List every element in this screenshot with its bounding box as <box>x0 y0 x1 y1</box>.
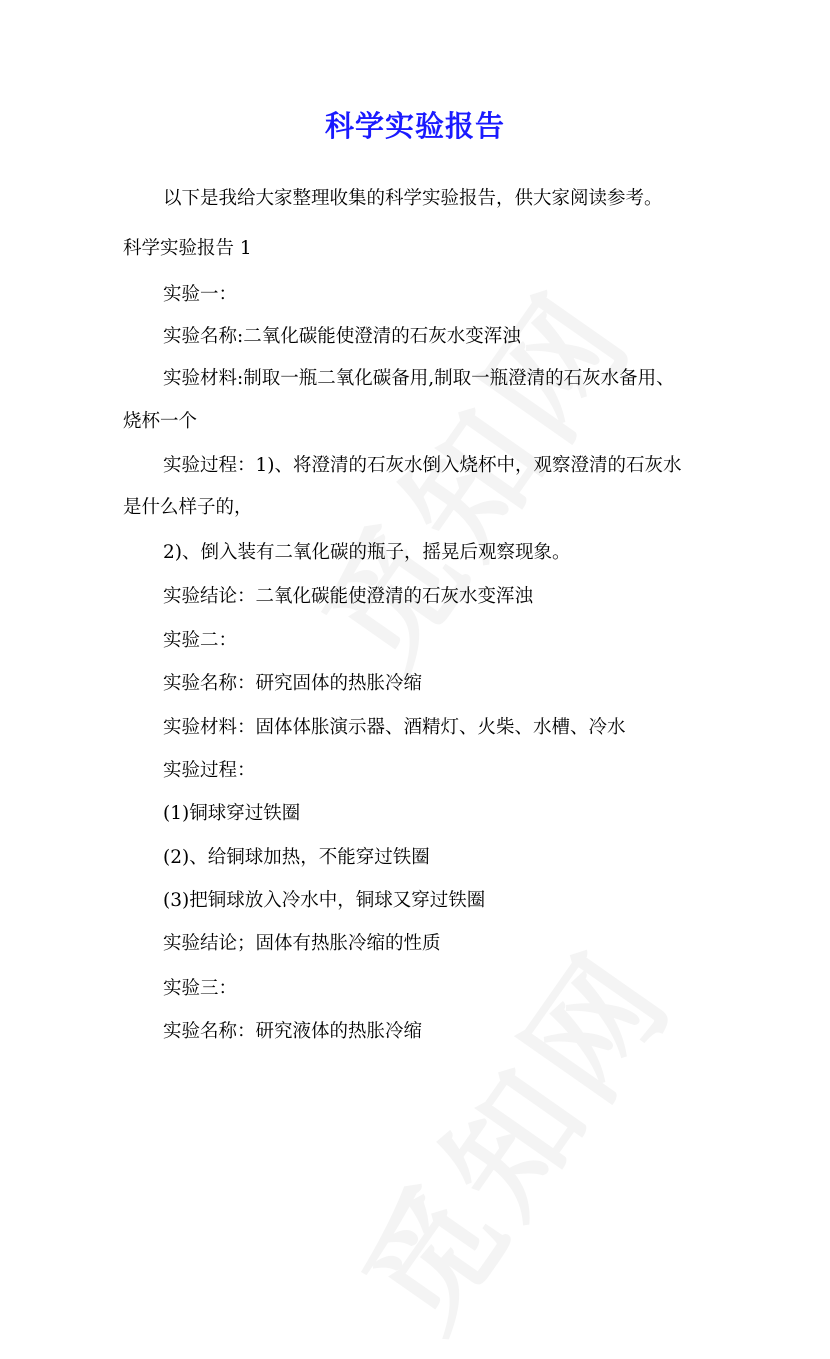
paragraph-line: 实验二： <box>163 630 238 651</box>
paragraph-line: 实验结论：二氧化碳能使澄清的石灰水变浑浊 <box>163 586 534 607</box>
paragraph-line: 实验过程： <box>163 760 256 781</box>
paragraph-line: 实验结论；固体有热胀冷缩的性质 <box>163 933 441 954</box>
section-heading: 科学实验报告 1 <box>123 238 252 259</box>
paragraph-line: (3)把铜球放入冷水中，铜球又穿过铁圈 <box>163 890 486 911</box>
intro-paragraph: 以下是我给大家整理收集的科学实验报告，供大家阅读参考。 <box>163 188 663 209</box>
paragraph-line: (1)铜球穿过铁圈 <box>163 803 301 824</box>
paragraph-line: 实验一： <box>163 284 238 305</box>
paragraph-line: 实验名称:二氧化碳能使澄清的石灰水变浑浊 <box>163 326 521 347</box>
document-title: 科学实验报告 <box>324 109 505 143</box>
paragraph-line: 实验名称：研究固体的热胀冷缩 <box>163 673 423 694</box>
paragraph-line: 是什么样子的， <box>123 497 253 518</box>
paragraph-line: 实验三： <box>163 978 238 999</box>
paragraph-line: 实验过程：1)、将澄清的石灰水倒入烧杯中，观察澄清的石灰水 <box>163 455 682 476</box>
paragraph-line: 2)、倒入装有二氧化碳的瓶子，摇晃后观察现象。 <box>163 542 571 563</box>
paragraph-line: (2)、给铜球加热，不能穿过铁圈 <box>163 847 430 868</box>
watermark-logo <box>313 908 707 1359</box>
paragraph-line: 实验材料:制取一瓶二氧化碳备用,制取一瓶澄清的石灰水备用、 <box>163 368 675 389</box>
paragraph-line: 实验材料：固体体胀演示器、酒精灯、火柴、水槽、冷水 <box>163 717 626 738</box>
paragraph-line: 实验名称：研究液体的热胀冷缩 <box>163 1021 423 1042</box>
paragraph-line: 烧杯一个 <box>123 411 198 432</box>
